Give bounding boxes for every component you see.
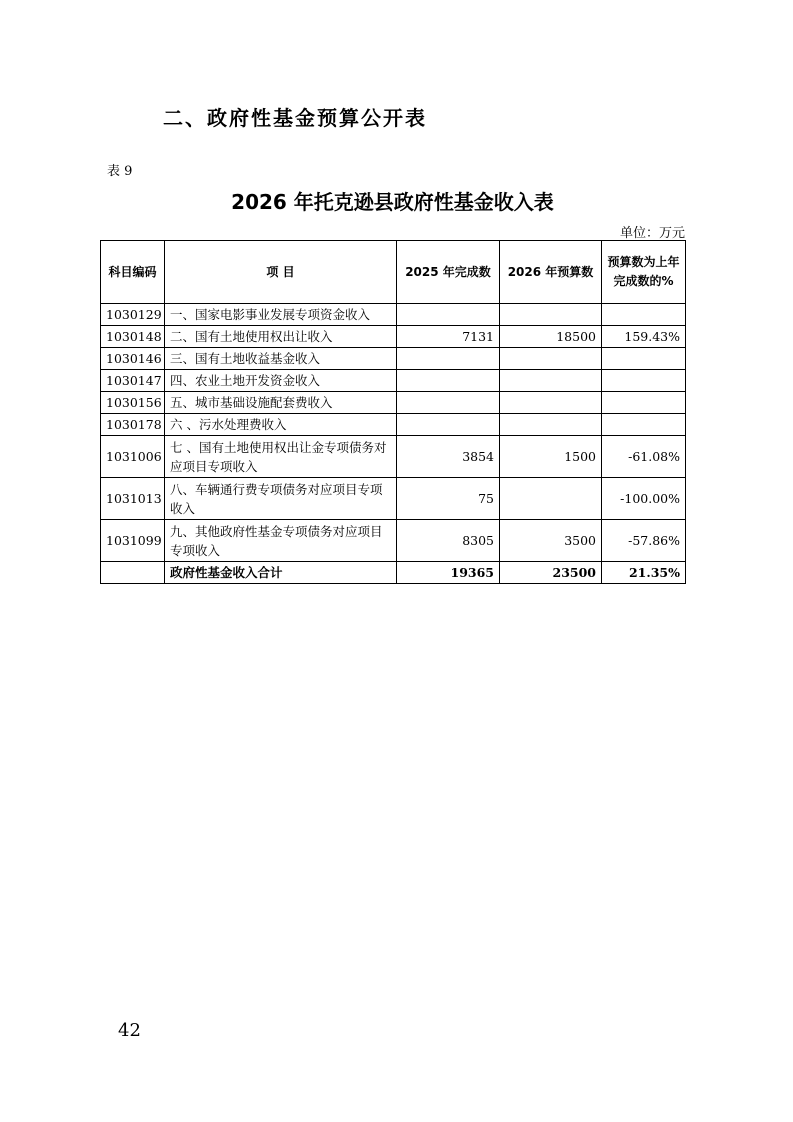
cell-pct: -61.08% (602, 436, 686, 478)
col-header-pct: 预算数为上年完成数的% (602, 241, 686, 304)
cell-budget-2026-total: 23500 (500, 562, 602, 584)
table-row (101, 326, 686, 348)
table-row (101, 436, 686, 478)
cell-item: 四、农业土地开发资金收入 (165, 370, 397, 392)
unit-label: 单位：万元 (619, 226, 685, 241)
cell-budget-2026 (500, 304, 602, 326)
table-row (101, 520, 686, 562)
cell-pct-total: 21.35% (602, 562, 686, 584)
cell-budget-2026: 3500 (500, 520, 602, 562)
cell-budget-2026 (500, 370, 602, 392)
table-row (101, 304, 686, 326)
cell-pct (602, 370, 686, 392)
table-row (101, 478, 686, 520)
cell-item: 六 、污水处理费收入 (165, 414, 397, 436)
col-header-actual-2025: 2025 年完成数 (397, 241, 500, 304)
cell-pct: 159.43% (602, 326, 686, 348)
cell-item: 二、国有土地使用权出让收入 (165, 326, 397, 348)
table-row (101, 392, 686, 414)
table-row (101, 414, 686, 436)
cell-actual-2025: 3854 (397, 436, 500, 478)
cell-code: 1030129 (101, 304, 165, 326)
fund-revenue-table (100, 240, 686, 584)
cell-item: 七 、国有土地使用权出让金专项债务对应项目专项收入 (165, 436, 397, 478)
page-number: 42 (118, 1020, 141, 1041)
table-title: 2026 年托克逊县政府性基金收入表 (231, 190, 554, 214)
cell-actual-2025 (397, 348, 500, 370)
table-row (101, 370, 686, 392)
cell-code: 1030156 (101, 392, 165, 414)
cell-budget-2026: 1500 (500, 436, 602, 478)
cell-actual-2025: 75 (397, 478, 500, 520)
cell-pct (602, 304, 686, 326)
cell-actual-2025 (397, 414, 500, 436)
cell-pct: -100.00% (602, 478, 686, 520)
cell-item: 三、国有土地收益基金收入 (165, 348, 397, 370)
cell-actual-2025-total: 19365 (397, 562, 500, 584)
cell-budget-2026 (500, 392, 602, 414)
cell-code: 1030178 (101, 414, 165, 436)
cell-actual-2025 (397, 304, 500, 326)
col-header-budget-2026: 2026 年预算数 (500, 241, 602, 304)
table-number: 表 9 (107, 164, 133, 179)
table-total-row (101, 562, 686, 584)
cell-budget-2026 (500, 478, 602, 520)
table-row (101, 348, 686, 370)
cell-item-total: 政府性基金收入合计 (165, 562, 397, 584)
col-header-code: 科目编码 (101, 241, 165, 304)
table-header-row (101, 241, 686, 304)
cell-budget-2026 (500, 414, 602, 436)
cell-code (101, 562, 165, 584)
col-header-item: 项 目 (165, 241, 397, 304)
cell-actual-2025: 8305 (397, 520, 500, 562)
cell-item: 九、其他政府性基金专项债务对应项目专项收入 (165, 520, 397, 562)
cell-pct: -57.86% (602, 520, 686, 562)
cell-pct (602, 348, 686, 370)
cell-code: 1031013 (101, 478, 165, 520)
cell-actual-2025 (397, 392, 500, 414)
cell-budget-2026: 18500 (500, 326, 602, 348)
cell-item: 五、城市基础设施配套费收入 (165, 392, 397, 414)
cell-item: 八、车辆通行费专项债务对应项目专项收入 (165, 478, 397, 520)
section-heading: 二、政府性基金预算公开表 (163, 106, 427, 130)
cell-code: 1030146 (101, 348, 165, 370)
cell-code: 1031006 (101, 436, 165, 478)
cell-actual-2025: 7131 (397, 326, 500, 348)
cell-code: 1031099 (101, 520, 165, 562)
cell-pct (602, 392, 686, 414)
cell-pct (602, 414, 686, 436)
cell-budget-2026 (500, 348, 602, 370)
cell-code: 1030147 (101, 370, 165, 392)
cell-code: 1030148 (101, 326, 165, 348)
cell-item: 一、国家电影事业发展专项资金收入 (165, 304, 397, 326)
cell-actual-2025 (397, 370, 500, 392)
